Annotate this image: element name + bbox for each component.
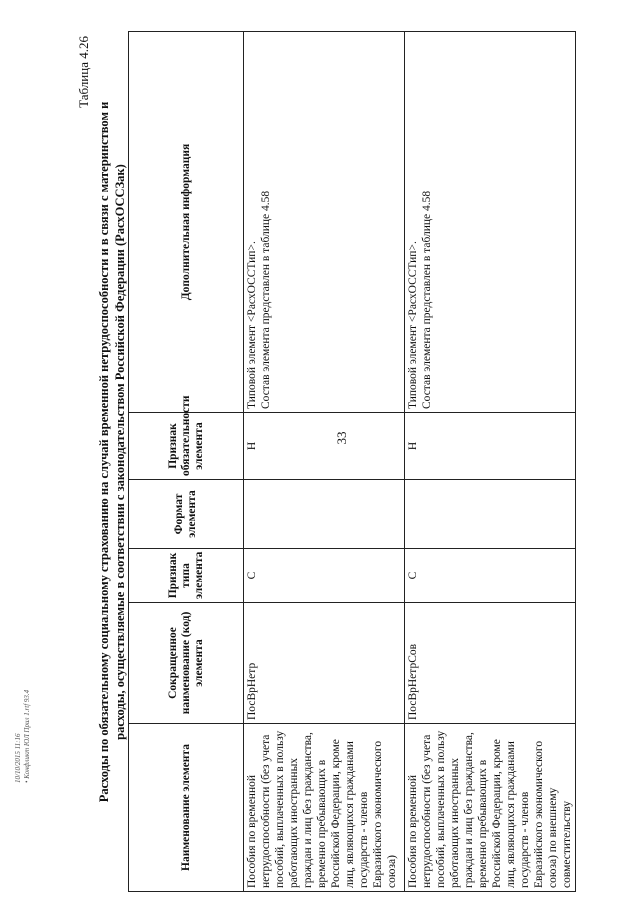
cell-info-line: Состав элемента представлен в таблице 4.58 [421,190,433,409]
cell-name: Пособия по временной нетрудоспособности (без учета пособий, выплаченных в пользу работающих иностранных граждан и лиц без гражданства, временно пребывающих в Российской Федерации, кроме лиц, являющихся гражданами государств - членов Евразийского экономического союза) [244,724,405,892]
table-title-line: Расходы по обязательному социальному страхованию на случай временной нетрудоспособности и в связи с материнством и [97,101,111,803]
page-number: 33 [334,431,349,445]
footnote-line: 10/10/2015 11:16 [14,733,22,783]
cell-info [244,32,405,413]
footnote-line: • Конфликт ЮЛ Прил 1.rtf 93.4 [23,689,31,783]
cell-required: Н [244,413,405,480]
cell-info-line: Типовой элемент <РасхОСCТип>. [407,241,419,409]
cell-type: С [244,549,405,603]
cell-name: Пособия по временной нетрудоспособности (без учета пособий, выплаченных в пользу работающих иностранных граждан и лиц без гражданства, временно пребывающих в Российской Федерации, кроме лиц, являющихся гражданами государств - членов Евразийского экономического союза) по внешнему совместительству [405,724,576,892]
header-format: Формат элемента [129,480,244,549]
table-label: Таблица 4.26 [76,36,91,108]
table-title-line: расходы, осуществляемые в соответствии с законодательством Российской Федерации (РасхОССЗак) [113,164,127,740]
elements-table [128,31,576,892]
cell-info [405,32,576,413]
cell-type: С [405,549,576,603]
table-row [405,32,576,892]
cell-format [244,480,405,549]
cell-info-line: Состав элемента представлен в таблице 4.58 [260,190,272,409]
cell-required: Н [405,413,576,480]
header-code: Сокращенное наименование (код) элемента [129,603,244,724]
table-header-row [129,32,244,892]
file-footnote [14,643,32,783]
cell-code: ПосВрНетр [244,603,405,724]
header-required: Признак обязательности элемента [129,413,244,480]
header-name: Наименование элемента [129,724,244,892]
cell-info-line: Типовой элемент <РасхОСCТип>. [246,241,258,409]
rotated-table-page [75,12,640,892]
header-type: Признак типа элемента [129,549,244,603]
cell-format [405,480,576,549]
table-title [96,52,128,852]
header-info: Дополнительная информация [129,32,244,413]
table-row [244,32,405,892]
cell-code: ПосВрНетрСов [405,603,576,724]
